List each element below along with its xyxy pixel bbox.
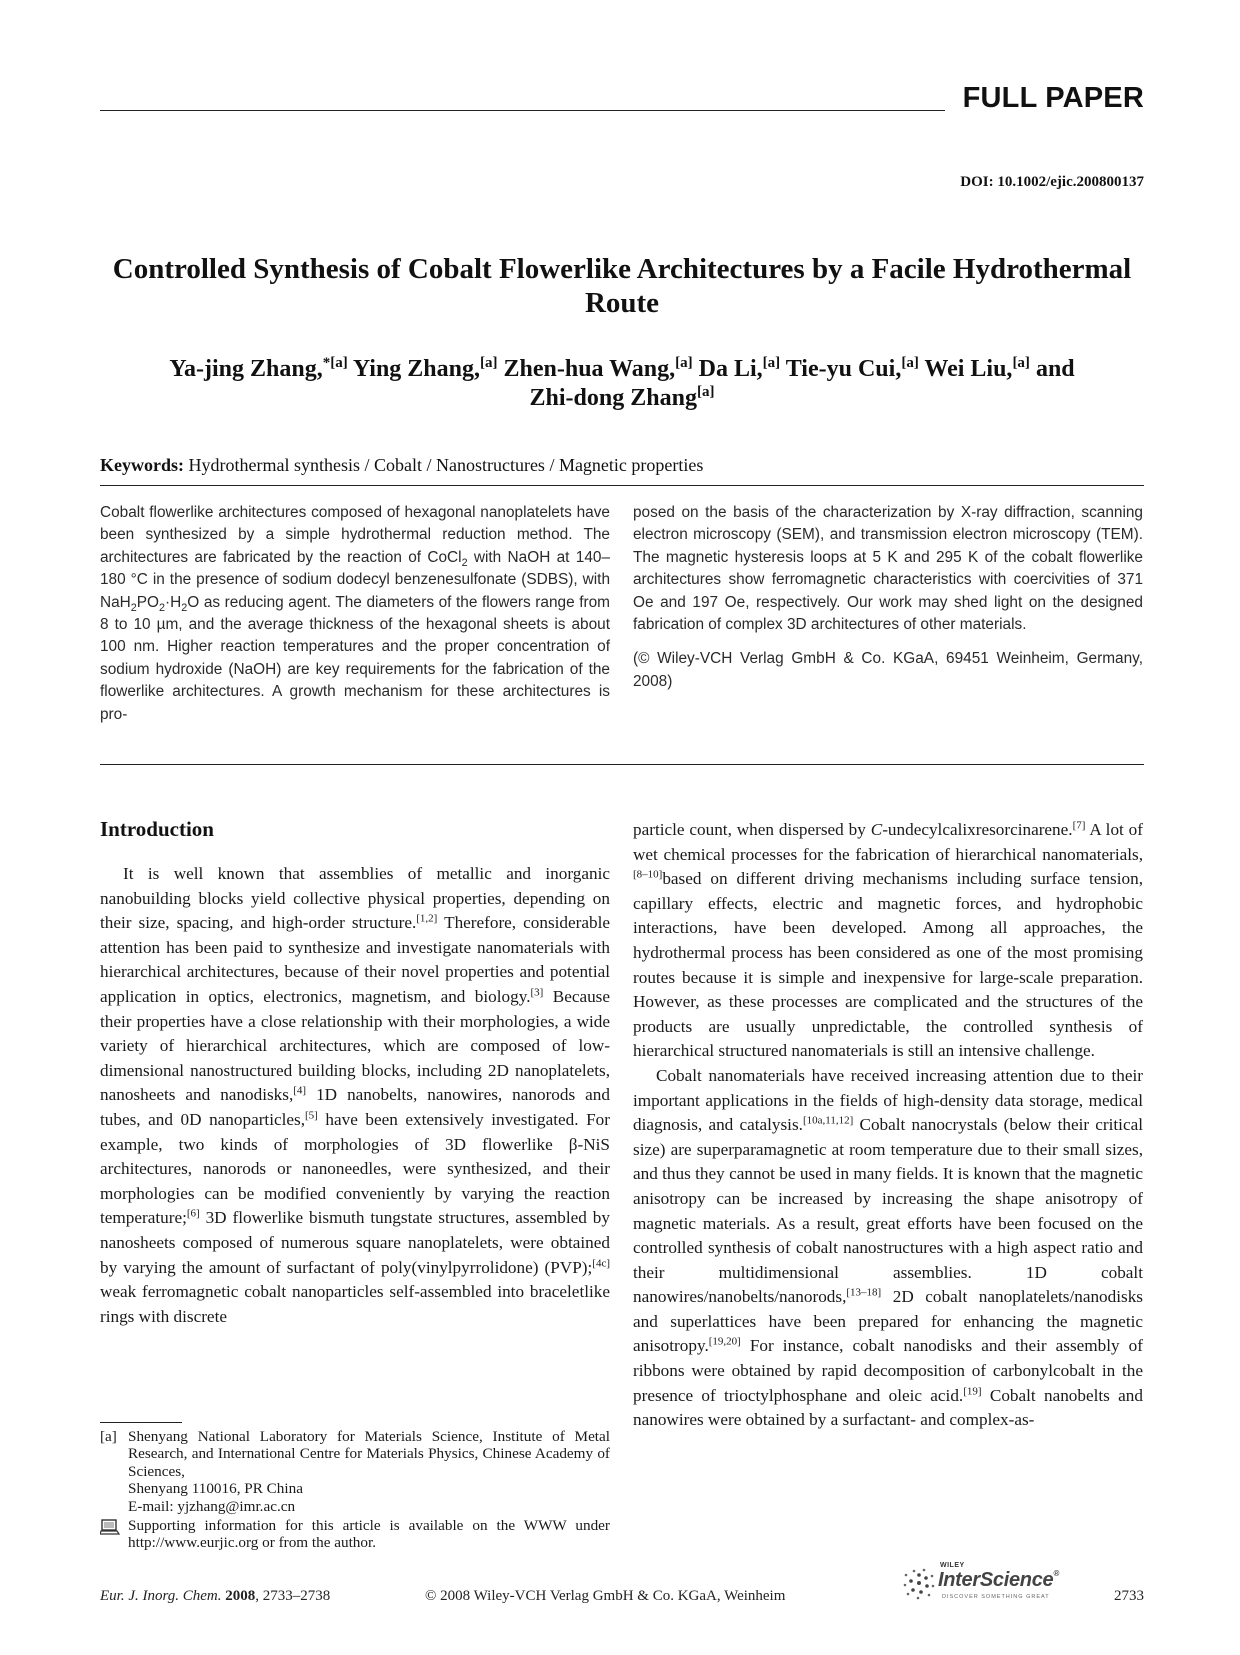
author-affiliation-mark: [a] [696,384,715,400]
journal-pages: , 2733–2738 [255,1588,331,1604]
affiliation-footnote [100,1428,610,1515]
interscience-logo[interactable] [902,1562,1077,1606]
doi[interactable]: DOI: 10.1002/ejic.200800137 [960,174,1144,190]
logo-wiley-text: WILEY [940,1562,965,1569]
reference-citation[interactable]: [19,20] [708,1335,741,1348]
reference-citation[interactable]: [1,2] [416,912,438,925]
affiliation-email[interactable]: E-mail: yjzhang@imr.ac.cn [128,1497,296,1515]
intro-paragraph: Cobalt nanomaterials have received increasing attention due to their important applications in the fields of high-density data storage, medical diagnosis, and catalysis.[10a,11,12] Cobalt nanocrystals (below their critical size) are superparamagnetic at room temperature due to their small sizes, and thus they cannot be used in many fields. It is known that the magnetic anisotropy can be increased by increasing the shape anisotropy of magnetic materials. As a result, great efforts have been focused on the controlled synthesis of cobalt nanostructures with a high aspect ratio and their multidimensional assemblies. 1D cobalt nanowires/nanobelts/nanorods,[13–18] 2D cobalt nanoplatelets/nanodisks and superlattices have been prepared for enhancing the magnetic anisotropy.[19,20] For instance, cobalt nanodisks and their assembly of ribbons were obtained by rapid decomposition of carbonylcobalt in the presence of trioctylphosphane and oleic acid.[19] Cobalt nanobelts and nanowires were obtained by a surfactant- and complex-as- [633,1065,1143,1430]
author-name: Tie-yu Cui, [785,356,902,382]
author-affiliation-mark: [a] [480,355,498,371]
wiley-swirl-icon [902,1566,936,1600]
abstract-top-rule [100,485,1144,486]
intro-paragraph: It is well known that assemblies of metallic and inorganic nanobuilding blocks yield collective physical properties, depending on their size, spacing, and high-order structure.[1,2] Therefore, considerable attention has been paid to synthesize and investigate nanomaterials with hierarchical architectures, because of their novel properties and potential application in optics, electronics, magnetism, and biology.[3] Because their properties have a close relationship with their morphologies, a wide variety of hierarchical architectures, which are composed of low-dimensional nanostructured building blocks, including 2D nanoplatelets, nanosheets and nanodisks,[4] 1D nanobelts, nanowires, nanorods and tubes, and 0D nanoparticles,[5] have been extensively investigated. For example, two kinds of morphologies of 3D flowerlike β-NiS architectures, nanorods or nanoneedles, were synthesized, and their morphologies can be modified conveniently by varying the reaction temperature;[6] 3D flowerlike bismuth tungstate structures, assembled by nanosheets composed of numerous square nanoplatelets, were obtained by varying the amount of surfactant of poly(vinylpyrrolidone) (PVP);[4c] weak ferromagnetic cobalt nanoparticles self-assembled into braceletlike rings with discrete [100,864,610,1326]
author-name: Da Li, [698,356,763,382]
footnote [100,1428,610,1552]
footer-citation [100,1588,330,1605]
reference-citation[interactable]: [10a,11,12] [802,1114,854,1127]
reference-citation[interactable]: [4c] [592,1256,610,1269]
journal-name: Eur. J. Inorg. Chem. [100,1588,222,1604]
abstract-bottom-rule [100,764,1144,765]
author-affiliation-mark: [a] [901,355,919,371]
author-affiliation-mark: *[a] [322,355,348,371]
journal-year: 2008 [225,1588,256,1604]
footnote-rule [100,1422,182,1423]
logo-tagline: DISCOVER SOMETHING GREAT [942,1594,1050,1600]
section-label: FULL PAPER [962,82,1144,114]
section-heading-introduction: Introduction [100,817,214,841]
author-affiliation-mark: [a] [1012,355,1030,371]
author-conjunction: and [1035,356,1075,382]
abstract-right-column [633,502,1143,693]
author-name: Zhi-dong Zhang [529,385,697,411]
reference-citation[interactable]: [13–18] [846,1286,882,1299]
abstract-text: posed on the basis of the characterization by X-ray diffraction, scanning electron microscopy (SEM), and transmission electron microscopy (TEM). The magnetic hysteresis loops at 5 K and 295 K of the cobalt flowerlike architectures show ferromagnetic characteristics with coercivities of 371 Oe and 197 Oe, respectively. Our work may shed light on the designed fabrication of complex 3D architectures of other materials. [633,504,1143,634]
reference-citation[interactable]: [7] [1072,819,1086,832]
reference-citation[interactable]: [19] [963,1384,982,1397]
affiliation-text [128,1428,610,1515]
abstract-text: Cobalt flowerlike architectures composed of hexagonal nanoplatelets have been synthesized by a simple hydrothermal reduction method. The architectures are fabricated by the reaction of CoCl$_2$ with NaOH at 140–180 °C in the presence of sodium dodecyl benzenesulfonate (SDBS), with $NaH_2PO_2\cdot H_2O$ as reducing agent. The diameters of the flowers range from 8 to 10 µm, and the average thickness of the hexagonal sheets is about 100 nm. Higher reaction temperatures and the proper concentration of sodium hydroxide (NaOH) are key requirements for the fabrication of the flowerlike architectures. A growth mechanism for these architectures is pro- [100,504,611,723]
reference-citation[interactable]: [6] [186,1207,200,1220]
intro-paragraph: particle count, when dispersed by C-undecylcalixresorcinarene.[7] A lot of wet chemical processes for the fabrication of hierarchical nanomaterials,[8–10]based on different driving mechanisms including surface tension, capillary effects, electric and magnetic forces, and hydrophobic interactions, have been developed. Among all approaches, the hydrothermal process has been considered as one of the most promising routes because it is simple and inexpensive for large-scale preparation. However, as these processes are complicated and the structures of the products are usually unpredictable, the controlled synthesis of hierarchical structured nanomaterials is still an intensive challenge. [633,819,1144,1061]
page-number: 2733 [1114,1588,1144,1604]
header-rule [100,110,945,111]
keywords-list: Hydrothermal synthesis / Cobalt / Nanostructures / Magnetic properties [188,455,704,475]
computer-icon [100,1519,120,1535]
author-name: Ying Zhang, [352,356,480,382]
abstract-copyright: (© Wiley-VCH Verlag GmbH & Co. KGaA, 69451 Weinheim, Germany, 2008) [633,650,1143,690]
author-name: Ya-jing Zhang, [169,356,323,382]
italic-text: C [870,820,883,839]
author-list [100,355,1144,413]
affiliation-line: Shenyang 110016, PR China [128,1480,303,1498]
supporting-info-text[interactable]: Supporting information for this article is available on the WWW under http://www.eurjic.org or from the author. [128,1517,610,1552]
reference-citation[interactable]: [5] [305,1109,318,1122]
affiliation-mark: [a] [100,1428,117,1445]
author-name: Zhen-hua Wang, [503,356,676,382]
body-left-column [100,862,610,1329]
reference-citation[interactable]: [8–10] [633,868,663,881]
article-title: Controlled Synthesis of Cobalt Flowerlike Architectures by a Facile Hydrothermal Route [112,253,1132,319]
affiliation-line: Shenyang National Laboratory for Materials Science, Institute of Metal Research, and International Centre for Materials Physics, Chinese Academy of Sciences, [128,1428,610,1480]
keywords-label: Keywords: [100,455,184,475]
reference-citation[interactable]: [3] [530,986,544,999]
author-affiliation-mark: [a] [675,355,693,371]
supporting-info-footnote [100,1517,610,1552]
keywords [100,455,703,476]
author-affiliation-mark: [a] [762,355,781,371]
footer-copyright: © 2008 Wiley-VCH Verlag GmbH & Co. KGaA, Weinheim [425,1588,786,1604]
logo-interscience-text: InterScience® [938,1569,1059,1591]
abstract-left-column [100,502,610,726]
author-name: Wei Liu, [924,356,1013,382]
reference-citation[interactable]: [4] [293,1084,307,1097]
body-right-column [633,818,1143,1433]
